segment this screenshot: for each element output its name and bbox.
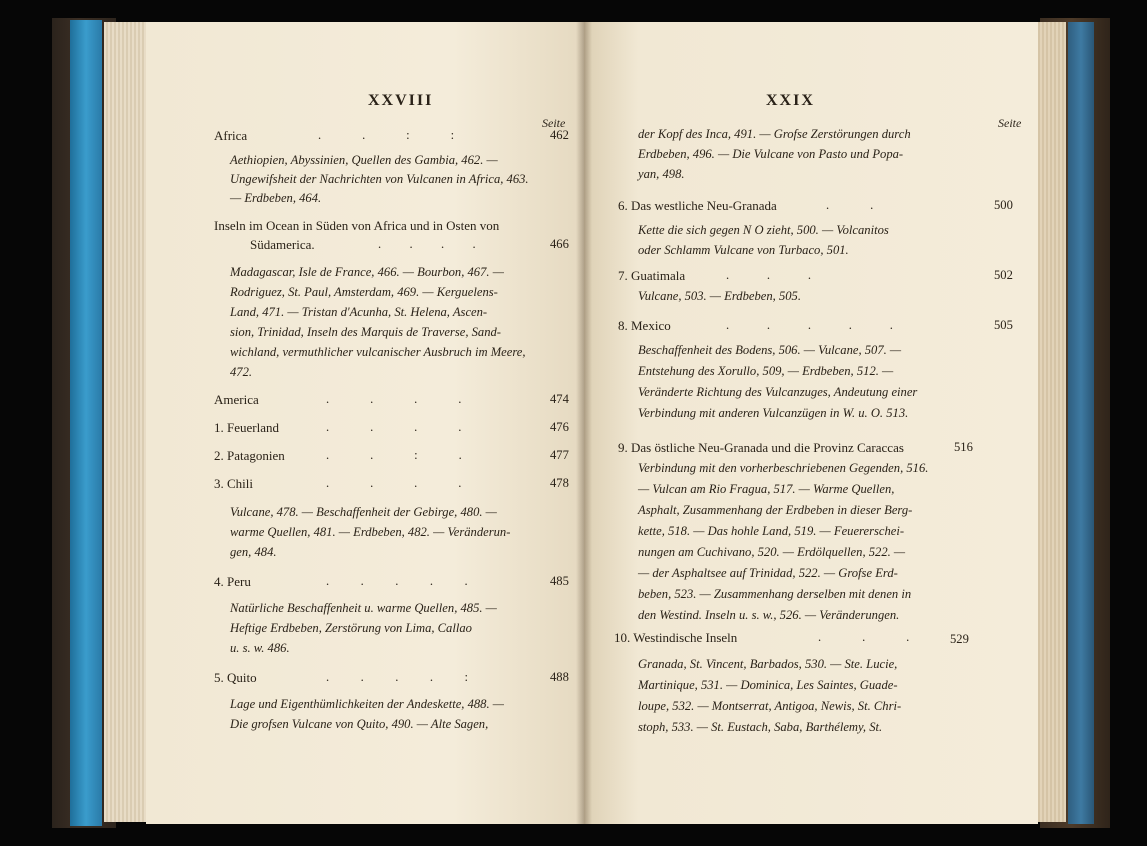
right-page-edges [1036, 22, 1066, 822]
entry-line: warme Quellen, 481. — Erdbeben, 482. — Veränderun- [230, 525, 511, 539]
entry-line: stoph, 533. — St. Eustach, Saba, Barthélemy, St. [638, 720, 883, 734]
entry-page: 500 [994, 198, 1013, 212]
left-page-number: XXVIII [368, 92, 434, 109]
entry-line: Die grofsen Vulcane von Quito, 490. — Alte Sagen, [230, 717, 489, 731]
entry-line: — Erdbeben, 464. [230, 191, 322, 205]
entry-title: 2. Patagonien [214, 448, 285, 463]
entry-page: 462 [550, 128, 569, 142]
entry-line: Veränderte Richtung des Vulcanzuges, Andeutung einer [638, 385, 918, 399]
entry-line: Heftige Erdbeben, Zerstörung von Lima, Callao [230, 621, 472, 635]
entry-title: Africa [214, 128, 248, 143]
entry-line: Granada, St. Vincent, Barbados, 530. — Ste. Lucie, [638, 657, 898, 671]
leader-dots: . . . . [326, 476, 462, 490]
entry-line: oder Schlamm Vulcane von Turbaco, 501. [638, 243, 849, 257]
entry-line: loupe, 532. — Montserrat, Antigoa, Newis, St. Chri- [638, 699, 902, 713]
entry-line: kette, 518. — Das hohle Land, 519. — Feuererschei- [638, 524, 905, 538]
entry-page: 488 [550, 670, 569, 684]
entry-title: 7. Guatimala [618, 268, 686, 283]
entry-title: 4. Peru [214, 574, 251, 589]
entry-title: 3. Chili [214, 476, 254, 491]
entry-line: Madagascar, Isle de France, 466. — Bourbon, 467. — [230, 265, 504, 279]
entry-line: yan, 498. [638, 167, 685, 181]
entry-line: Vulcane, 503. — Erdbeben, 505. [638, 289, 801, 303]
entry-title: 9. Das östliche Neu-Granada und die Provinz Caraccas [618, 440, 904, 455]
entry-line: den Westind. Inseln u. s. w., 526. — Veränderungen. [638, 608, 900, 622]
entry-line: Land, 471. — Tristan d'Acunha, St. Helena, Ascen- [230, 305, 488, 319]
entry-line: Verbindung mit den vorherbeschriebenen Gegenden, 516. [638, 461, 929, 475]
entry-line: Entstehung des Xorullo, 509, — Erdbeben, 512. — [638, 364, 894, 378]
left-cover-edge [70, 20, 102, 826]
leader-dots: . . . . [378, 237, 476, 251]
right-cover-edge [1068, 22, 1094, 824]
left-seite-label: Seite [542, 116, 566, 130]
leader-dots: . . . . : [326, 670, 469, 684]
entry-line: Verbindung mit anderen Vulcanzügen in W. u. O. 513. [638, 406, 909, 420]
entry-title: America [214, 392, 259, 407]
entry-line: Beschaffenheit des Bodens, 506. — Vulcane, 507. — [638, 343, 902, 357]
entry-title: 8. Mexico [618, 318, 671, 333]
entry-line: Lage und Eigenthümlichkeiten der Andeskette, 488. — [230, 697, 504, 711]
leader-dots: . . . . . [326, 574, 468, 588]
entry-line: Asphalt, Zusammenhang der Erdbeben in dieser Berg- [638, 503, 913, 517]
left-page [146, 22, 584, 824]
entry-line: Martinique, 531. — Dominica, Les Saintes, Guade- [638, 678, 898, 692]
entry-page: 466 [550, 237, 569, 251]
right-page [584, 22, 1038, 824]
leader-dots: . . : : [318, 128, 455, 142]
entry-line: sion, Trinidad, Inseln des Marquis de Traverse, Sand- [230, 325, 501, 339]
entry-line: u. s. w. 486. [230, 641, 290, 655]
entry-line: Aethiopien, Abyssinien, Quellen des Gambia, 462. — [230, 153, 498, 167]
entry-page: 485 [550, 574, 569, 588]
entry-line: — der Asphaltsee auf Trinidad, 522. — Grofse Erd- [638, 566, 898, 580]
entry-line: Erdbeben, 496. — Die Vulcane von Pasto und Popa- [638, 147, 904, 161]
entry-line: Vulcane, 478. — Beschaffenheit der Gebirge, 480. — [230, 505, 497, 519]
leader-dots: . . . [818, 630, 910, 644]
entry-page: 516 [954, 440, 973, 454]
book-gutter [576, 22, 592, 824]
entry-line: wichland, vermuthlicher vulcanischer Ausbruch im Meere, [230, 345, 526, 359]
entry-page: 476 [550, 420, 569, 434]
leader-dots: . . [826, 198, 874, 212]
entry-line: nungen am Cuchivano, 520. — Erdölquellen, 522. — [638, 545, 906, 559]
entry-line: Rodriguez, St. Paul, Amsterdam, 469. — Kerguelens- [230, 285, 498, 299]
leader-dots: . . . . [326, 392, 462, 406]
right-seite-label: Seite [998, 116, 1022, 130]
entry-title: Südamerica. [250, 237, 315, 252]
entry-page: 474 [550, 392, 569, 406]
leader-dots: . . . . [326, 420, 462, 434]
entry-line: 472. [230, 365, 253, 379]
entry-page: 502 [994, 268, 1013, 282]
left-page-edges [104, 22, 150, 822]
entry-line: der Kopf des Inca, 491. — Grofse Zerstörungen durch [638, 127, 911, 141]
right-page-number: XXIX [766, 92, 815, 109]
entry-title: Inseln im Ocean in Süden von Africa und in Osten von [214, 218, 500, 233]
entry-line: Kette die sich gegen N O zieht, 500. — Volcanitos [638, 223, 889, 237]
entry-line: beben, 523. — Zusammenhang derselben mit denen in [638, 587, 912, 601]
entry-line: — Vulcan am Rio Fragua, 517. — Warme Quellen, [638, 482, 895, 496]
entry-title: 10. Westindische Inseln [614, 630, 738, 645]
entry-page: 529 [950, 632, 969, 646]
entry-page: 505 [994, 318, 1013, 332]
entry-title: 6. Das westliche Neu-Granada [618, 198, 777, 213]
entry-title: 1. Feuerland [214, 420, 279, 435]
leader-dots: . . . . . [726, 318, 893, 332]
entry-line: Ungewifsheit der Nachrichten von Vulcanen in Africa, 463. [230, 172, 529, 186]
leader-dots: . . . [726, 268, 812, 282]
entry-page: 478 [550, 476, 569, 490]
entry-title: 5. Quito [214, 670, 257, 685]
entry-line: Natürliche Beschaffenheit u. warme Quellen, 485. — [230, 601, 497, 615]
entry-line: gen, 484. [230, 545, 277, 559]
entry-page: 477 [550, 448, 569, 462]
leader-dots: . . : . [326, 448, 462, 462]
